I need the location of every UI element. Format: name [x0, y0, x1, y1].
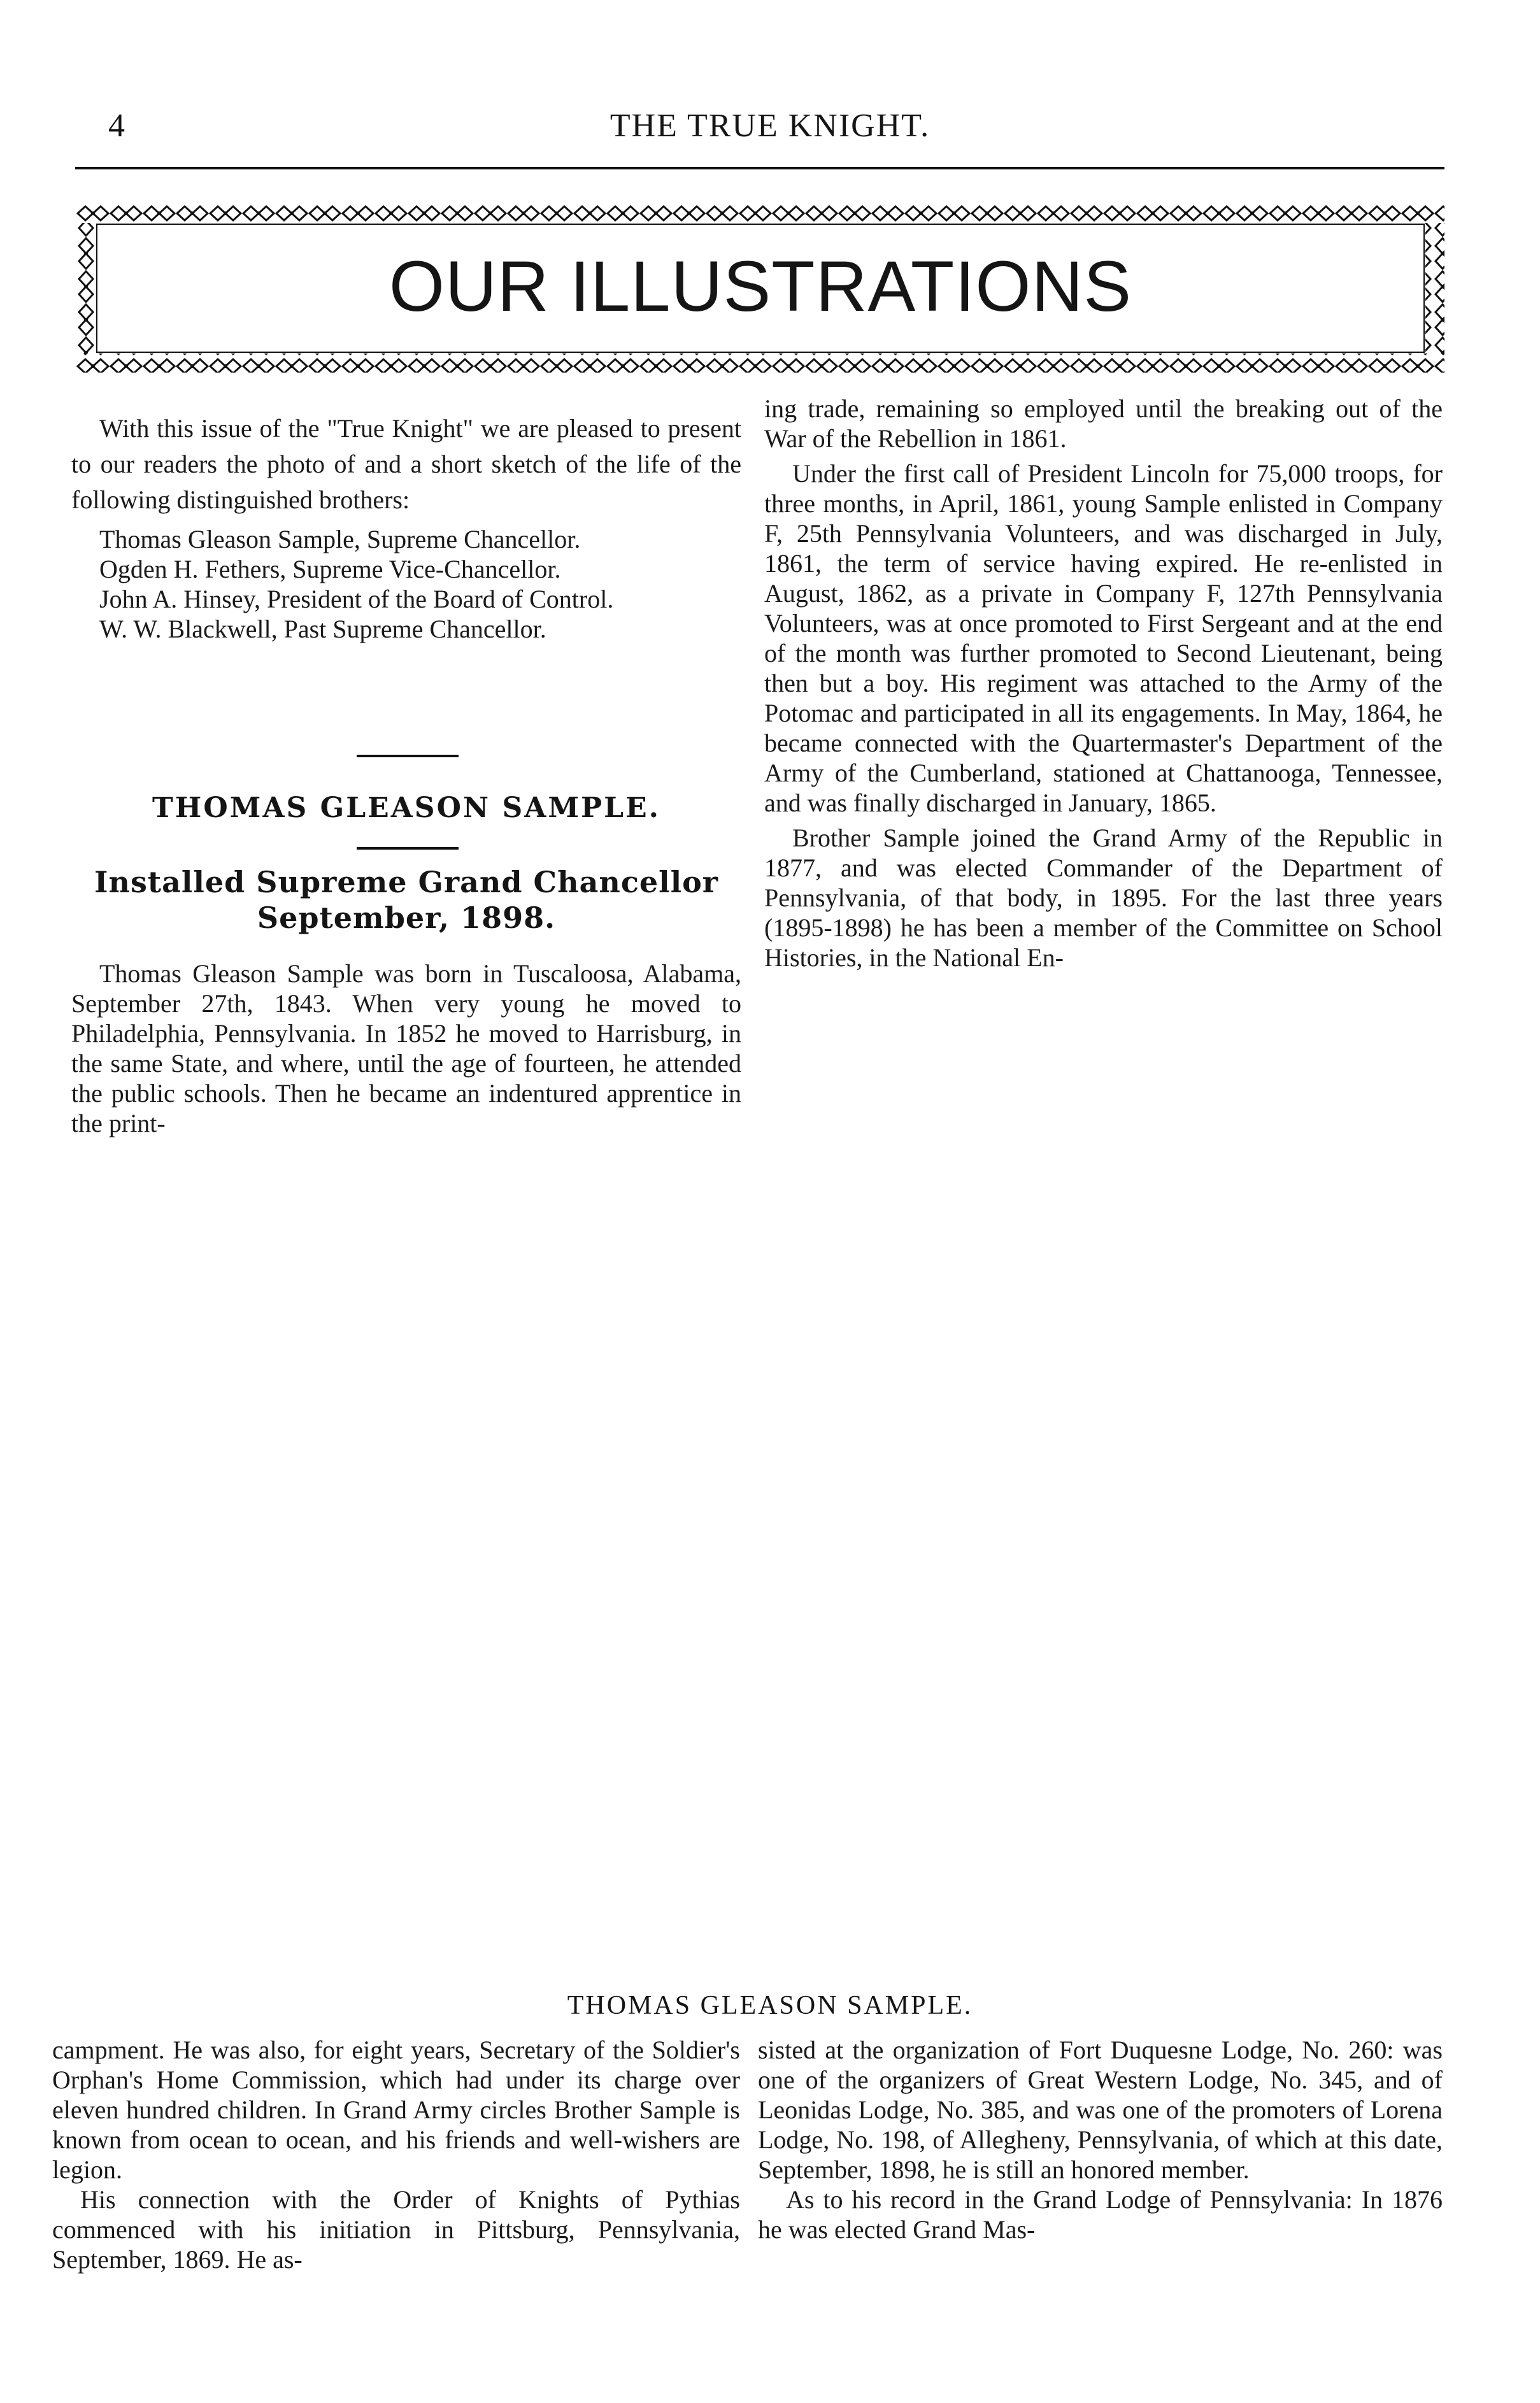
- header-rule: [75, 167, 1444, 169]
- journal-title: THE TRUE KNIGHT.: [610, 108, 930, 144]
- body-paragraph: campment. He was also, for eight years, Secretary of the Soldier's Orphan's Home Commission, which had under its charge over eleven hundred children. In Grand Army circles Brother Sample is known from ocean to ocean, and his friends and well-wishers are legion.: [52, 2036, 740, 2184]
- article-right-column: [764, 394, 1443, 973]
- list-item: W. W. Blackwell, Past Supreme Chancellor.: [99, 615, 546, 643]
- article-title: THOMAS GLEASON SAMPLE.: [152, 792, 660, 824]
- body-paragraph: Brother Sample joined the Grand Army of the Republic in 1877, and was elected Commander of the Department of Pennsylvania, of that body, in 1895. For the last three years (1895-1898) he has been a member of the Committee on School Histories, in the National En-: [764, 824, 1443, 972]
- intro-paragraph: With this issue of the "True Knight" we are pleased to present to our readers the photo of and a short sketch of the life of the following distinguished brothers:: [71, 414, 741, 514]
- article-subtitle: [71, 864, 741, 936]
- portrait-caption: THOMAS GLEASON SAMPLE.: [567, 1991, 973, 2020]
- body-paragraph: His connection with the Order of Knights of Pythias commenced with his initiation in Pittsburg, Pennsylvania, September, 1869. He as-: [52, 2185, 740, 2274]
- section-banner-title: OUR ILLUSTRATIONS: [389, 246, 1132, 326]
- list-item: Thomas Gleason Sample, Supreme Chancellor.: [99, 525, 581, 553]
- body-paragraph: Thomas Gleason Sample was born in Tuscaloosa, Alabama, September 27th, 1843. When very young he moved to Philadelphia, Pennsylvania. In 1852 he moved to Harrisburg, in the same State, and where, until the age of fourteen, he attended the public schools. Then he became an indentured apprentice in the print-: [71, 959, 741, 1137]
- portrait-illustration: [331, 1166, 1146, 1993]
- divider-rule: [357, 847, 459, 850]
- bottom-right-column: [758, 2035, 1443, 2244]
- body-paragraph: Under the first call of President Lincoln for 75,000 troops, for three months, in April, 1861, young Sample enlisted in Company F, 25th Pennsylvania Volunteers, and was discharged in July, 1861, the term of service having expired. He re-enlisted in August, 1862, as a private in Company F, 127th Pennsylvania Volunteers, was at once promoted to First Sergeant and at the end of the month was further promoted to Second Lieutenant, being then but a boy. His regiment was attached to the Army of the Potomac and participated in all its engagements. In May, 1864, he became connected with the Quartermaster's Department of the Army of the Cumberland, stationed at Chattanooga, Tennessee, and was finally discharged in January, 1865.: [764, 459, 1443, 817]
- subtitle-line: Installed Supreme Grand Chancellor: [94, 865, 718, 899]
- page-number: 4: [108, 108, 126, 144]
- subtitle-line: September, 1898.: [257, 901, 556, 935]
- list-item: John A. Hinsey, President of the Board of Control.: [99, 585, 614, 613]
- body-paragraph: sisted at the organization of Fort Duquesne Lodge, No. 260: was one of the organizers of Great Western Lodge, No. 345, and of Leonidas Lodge, No. 385, and was one of the promoters of Lorena Lodge, No. 198, of Allegheny, Pennsylvania, of which at this date, September, 1898, he is still an honored member.: [758, 2036, 1443, 2184]
- article-left-column: [71, 959, 741, 1138]
- list-item: Ogden H. Fethers, Supreme Vice-Chancellor.: [99, 555, 561, 583]
- intro-column: [71, 411, 741, 644]
- divider-rule: [357, 755, 459, 757]
- bottom-left-column: [52, 2035, 740, 2274]
- body-paragraph: As to his record in the Grand Lodge of Pennsylvania: In 1876 he was elected Grand Mas-: [758, 2185, 1443, 2244]
- body-paragraph: ing trade, remaining so employed until the breaking out of the War of the Rebellion in 1861.: [764, 394, 1443, 453]
